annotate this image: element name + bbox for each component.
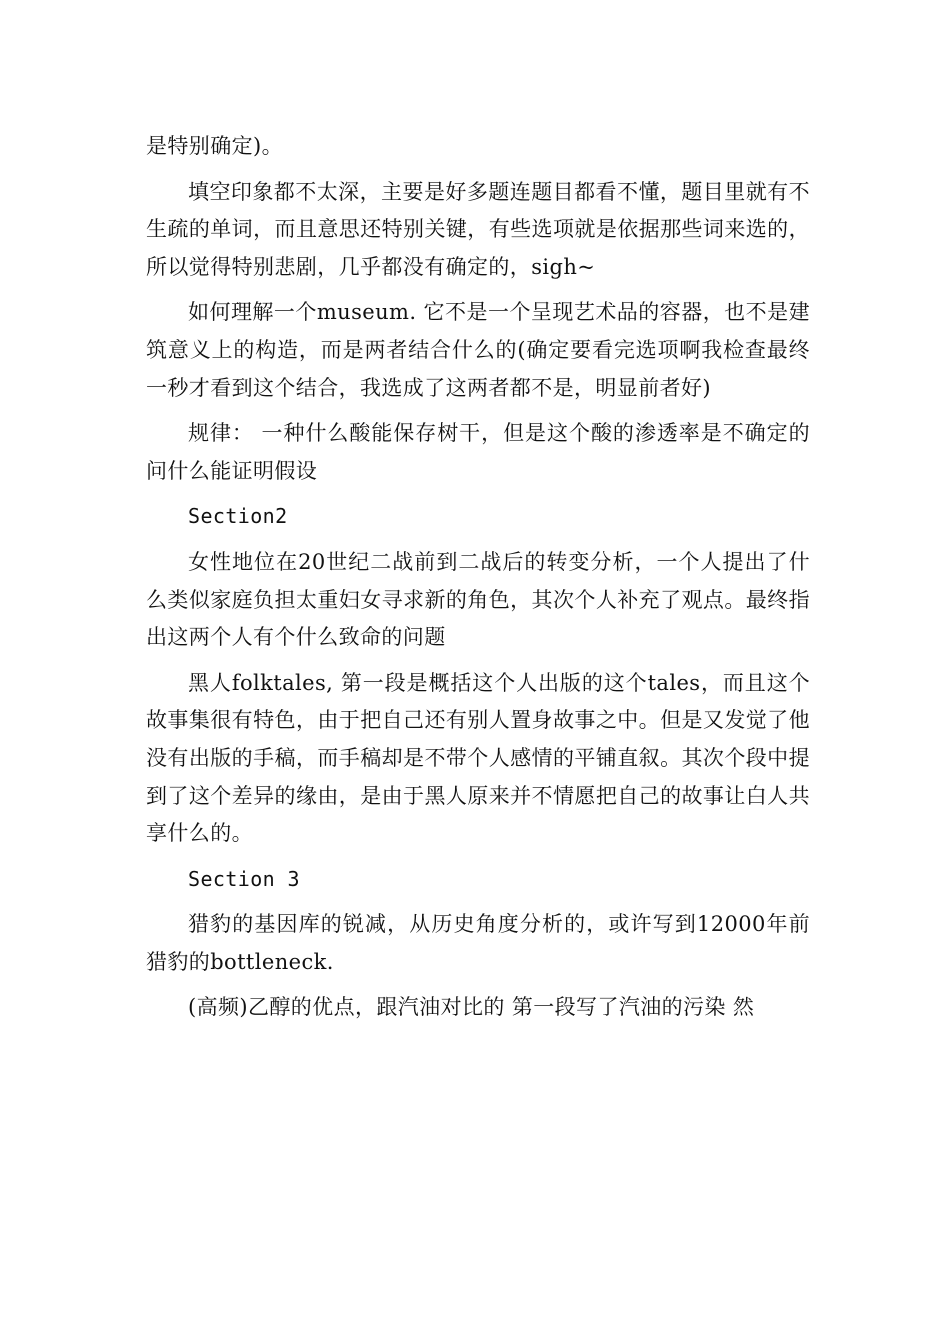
- paragraph-folktales: 黑人folktales, 第一段是概括这个人出版的这个tales，而且这个故事集很有特色，由于把自己还有别人置身故事之中。但是又发觉了他没有出版的手稿，而手稿却是不带个人感情的平铺直叙。其次个段中提到了这个差异的缘由，是由于黑人原来并不情愿把自己的故事让白人共享什么的。: [146, 670, 810, 846]
- paragraph-museum: 如何理解一个museum. 它不是一个呈现艺术品的容器，也不是建筑意义上的构造，而是两者结合什么的(确定要看完选项啊我检查最终一秒才看到这个结合，我选成了这两者都不是，明显前者好): [146, 300, 810, 400]
- paragraph-rule-acid: 规律： 一种什么酸能保存树干，但是这个酸的渗透率是不确定的问什么能证明假设: [146, 421, 810, 483]
- paragraph-ethanol: (高频)乙醇的优点，跟汽油对比的 第一段写了汽油的污染 然: [188, 995, 755, 1020]
- paragraph-cheetah: 猎豹的基因库的锐减，从历史角度分析的，或许写到12000年前猎豹的bottleneck.: [146, 912, 810, 974]
- paragraph-women-status: 女性地位在20世纪二战前到二战后的转变分析，一个人提出了什么类似家庭负担太重妇女寻求新的角色，其次个人补充了观点。最终指出这两个人有个什么致命的问题: [146, 549, 810, 650]
- section-heading-2: Section2: [188, 504, 288, 529]
- section-heading-3: Section 3: [188, 866, 300, 891]
- paragraph-continuation: 是特别确定)。: [146, 134, 283, 158]
- paragraph-fill-in-impressions: 填空印象都不太深，主要是好多题连题目都看不懂，题目里就有不生疏的单词，而且意思还特别关键，有些选项就是依据那些词来选的，所以觉得特别悲剧，几乎都没有确定的，sigh~: [146, 179, 810, 279]
- document-body: [146, 128, 810, 1035]
